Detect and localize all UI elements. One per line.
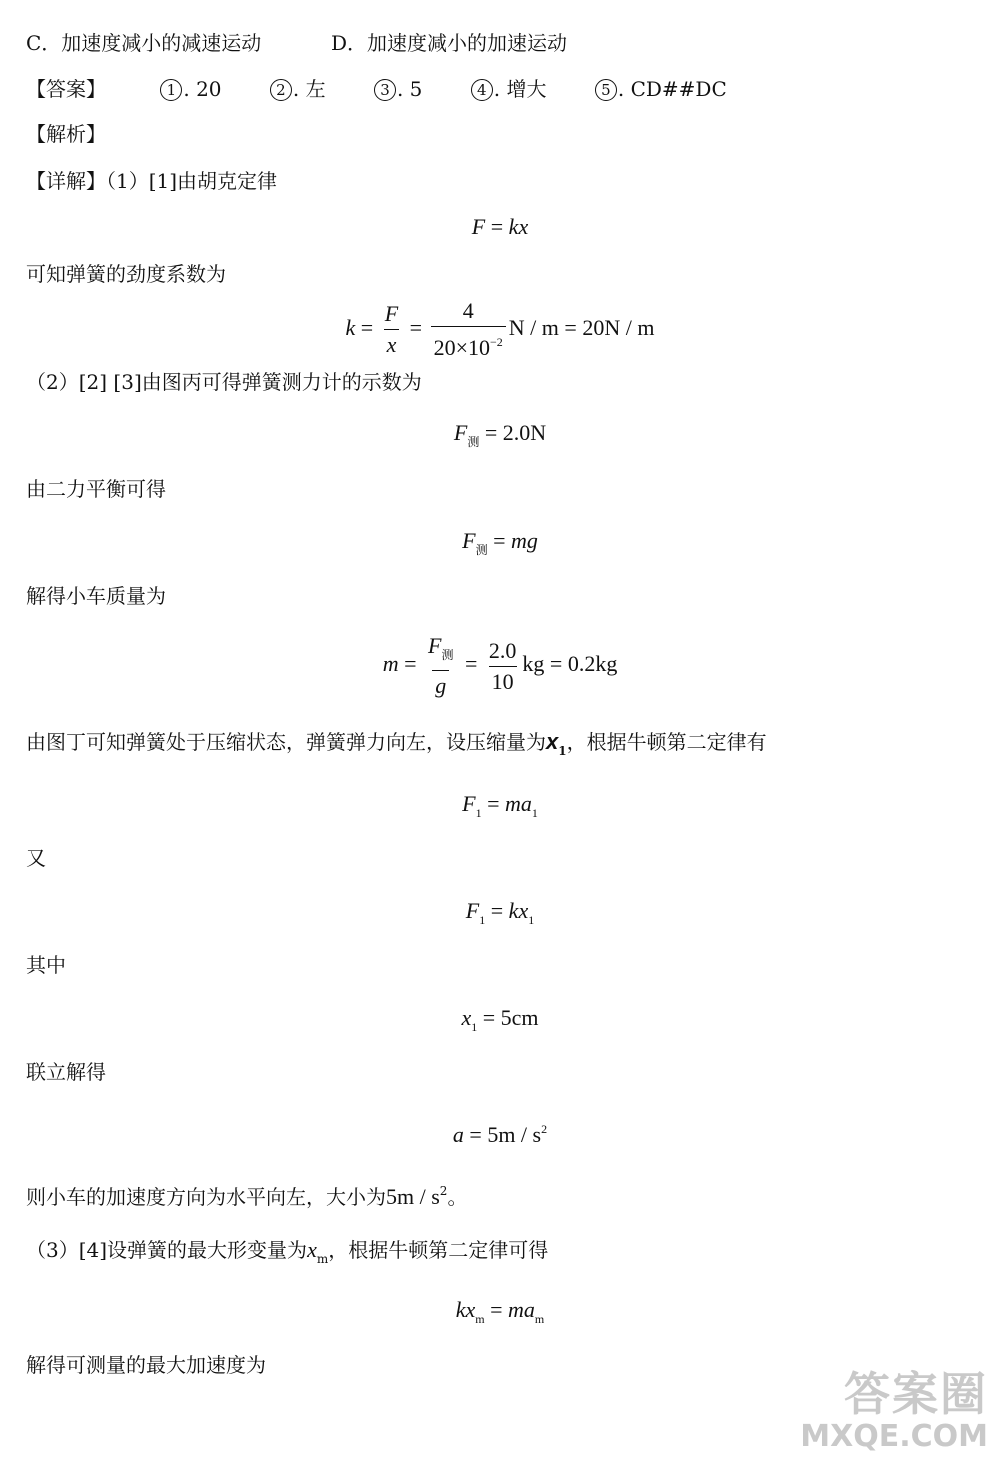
fraction-f-over-x [382, 301, 401, 358]
math-symbol: F [453, 420, 468, 445]
text-segment: 。 [447, 1185, 468, 1209]
circled-number: 1 [160, 79, 182, 101]
result: 0.2kg [567, 651, 618, 677]
circled-number: 2 [270, 79, 292, 101]
math-symbol: x [518, 214, 529, 239]
math-symbol: F [471, 214, 486, 239]
fraction-f-over-g [425, 633, 456, 699]
watermark [800, 1368, 988, 1454]
answer-item-3 [374, 74, 422, 104]
math-symbol: F [428, 633, 442, 658]
paragraph-solve: 联立解得 [26, 1060, 106, 1084]
math-operator: = [544, 651, 568, 677]
answer-text: . 5 [396, 77, 423, 101]
paragraph-max-acceleration: 解得可测量的最大加速度为 [26, 1353, 266, 1377]
equation-compression [0, 1003, 1000, 1042]
math-operator: = [477, 1005, 501, 1030]
numerator: 2.0 [488, 637, 517, 663]
paragraph-reading: （2）[2] [3]由图丙可得弹簧测力计的示数为 [26, 370, 422, 394]
answer-label: 【答案】 [26, 77, 106, 101]
text-segment: ，根据牛顿第二定律可得 [328, 1238, 549, 1262]
subscript: 1 [471, 1020, 478, 1034]
numerator: F [384, 301, 399, 327]
math-symbol: x [461, 1005, 472, 1030]
math-symbol: m [504, 791, 521, 816]
paragraph-hooke: 【详解】（1）[1]由胡克定律 [26, 169, 278, 193]
text-segment: ，根据牛顿第二定律有 [566, 730, 767, 754]
value: 5m / s [386, 1184, 440, 1209]
answer-text: . 左 [292, 77, 326, 101]
numerator [425, 633, 456, 670]
math-symbol: k [455, 1297, 466, 1322]
equation-reading [0, 418, 1000, 457]
text-segment: 则小车的加速度方向为水平向左，大小为 [26, 1185, 386, 1209]
equation-acceleration [0, 1114, 1000, 1150]
answer-text: . 20 [183, 77, 222, 101]
fraction-numeric [431, 298, 506, 361]
answer-row [26, 74, 769, 104]
denominator-coefficient: 20×10 [433, 335, 491, 361]
subscript: m [534, 1312, 545, 1326]
math-symbol: x [518, 898, 529, 923]
equation-balance [0, 526, 1000, 565]
text-segment: （3）[4]设弹簧的最大形变量为 [26, 1238, 308, 1262]
math-symbol: m [511, 528, 527, 553]
circled-number: 4 [471, 79, 493, 101]
subscript: 1 [558, 744, 567, 758]
superscript: 2 [541, 1122, 548, 1136]
answer-item-1 [160, 74, 221, 104]
math-symbol: m [382, 651, 399, 677]
math-symbol: x [546, 729, 559, 754]
math-symbol: k [345, 315, 356, 340]
answer-text: . CD##DC [617, 77, 727, 101]
paragraph-stiffness: 可知弹簧的劲度系数为 [26, 262, 226, 286]
paragraph-max-deformation [26, 1235, 548, 1274]
math-operator: = [398, 651, 422, 677]
math-symbol: k [508, 898, 519, 923]
equation-stiffness [0, 298, 1000, 361]
value: 5m / s [487, 1122, 542, 1147]
subscript: m [475, 1312, 485, 1326]
math-operator: = [459, 651, 483, 677]
paragraph-balance: 由二力平衡可得 [26, 477, 166, 501]
subscript: 测 [467, 435, 480, 449]
equation-max [0, 1295, 1000, 1334]
math-operator: = [487, 528, 511, 553]
denominator [431, 326, 506, 361]
equation-mass [0, 633, 1000, 699]
paragraph-compression [26, 727, 767, 766]
math-operator: = [479, 420, 503, 445]
denominator: x [384, 329, 400, 358]
answer-item-5 [595, 74, 727, 104]
subscript: 1 [479, 913, 486, 927]
fraction-numeric [486, 638, 520, 695]
answer-text: . 增大 [493, 77, 547, 101]
math-symbol: g [526, 528, 538, 553]
math-symbol: a [520, 791, 532, 816]
paragraph-direction [26, 1176, 467, 1212]
subscript: 测 [475, 543, 488, 557]
unit: kg [522, 651, 545, 677]
options-row [26, 28, 568, 58]
math-symbol: k [508, 214, 519, 239]
math-symbol: a [452, 1122, 464, 1147]
math-operator: = [485, 214, 509, 239]
option-d: D．加速度减小的加速运动 [331, 31, 568, 55]
text-segment: 由图丁可知弹簧处于压缩状态，弹簧弹力向左，设压缩量为 [26, 730, 546, 754]
denominator: 10 [489, 666, 517, 695]
superscript: 2 [439, 1184, 448, 1198]
paragraph-where: 其中 [26, 953, 66, 977]
math-symbol: a [523, 1297, 535, 1322]
equation-newton [0, 789, 1000, 828]
subscript: 1 [475, 806, 482, 820]
paragraph-mass: 解得小车质量为 [26, 584, 166, 608]
paragraph-also: 又 [26, 846, 46, 870]
value: 2.0N [502, 420, 547, 445]
math-operator: = [558, 315, 583, 340]
math-operator: = [404, 315, 428, 340]
subscript: 1 [528, 913, 535, 927]
watermark-logo: 答案圈 [844, 1367, 988, 1421]
math-operator: = [484, 1297, 509, 1322]
watermark-url: MXQE.COM [800, 1419, 988, 1454]
circled-number: 5 [595, 79, 617, 101]
math-symbol: m [508, 1297, 524, 1322]
math-operator: = [481, 791, 505, 816]
math-symbol: F [462, 528, 476, 553]
subscript: 1 [531, 806, 538, 820]
math-operator: = [485, 898, 509, 923]
denominator: g [432, 670, 449, 699]
answer-item-4 [471, 74, 547, 104]
equation-hooke [0, 212, 1000, 242]
analysis-label: 【解析】 [26, 122, 106, 146]
math-symbol: x [307, 1237, 317, 1262]
value: 5cm [500, 1005, 539, 1030]
circled-number: 3 [374, 79, 396, 101]
math-operator: = [355, 315, 379, 340]
equation-spring-force [0, 896, 1000, 935]
math-symbol: F [462, 791, 476, 816]
unit: N / m [508, 315, 559, 340]
exponent: −2 [490, 335, 503, 350]
math-symbol: F [465, 898, 480, 923]
numerator: 4 [462, 298, 474, 324]
subscript: m [316, 1252, 329, 1266]
subscript: 测 [441, 648, 454, 662]
answer-item-2 [270, 74, 326, 104]
math-symbol: x [465, 1297, 476, 1322]
result: 20N / m [582, 315, 655, 340]
option-c: C．加速度减小的减速运动 [26, 31, 262, 55]
math-operator: = [463, 1122, 488, 1147]
